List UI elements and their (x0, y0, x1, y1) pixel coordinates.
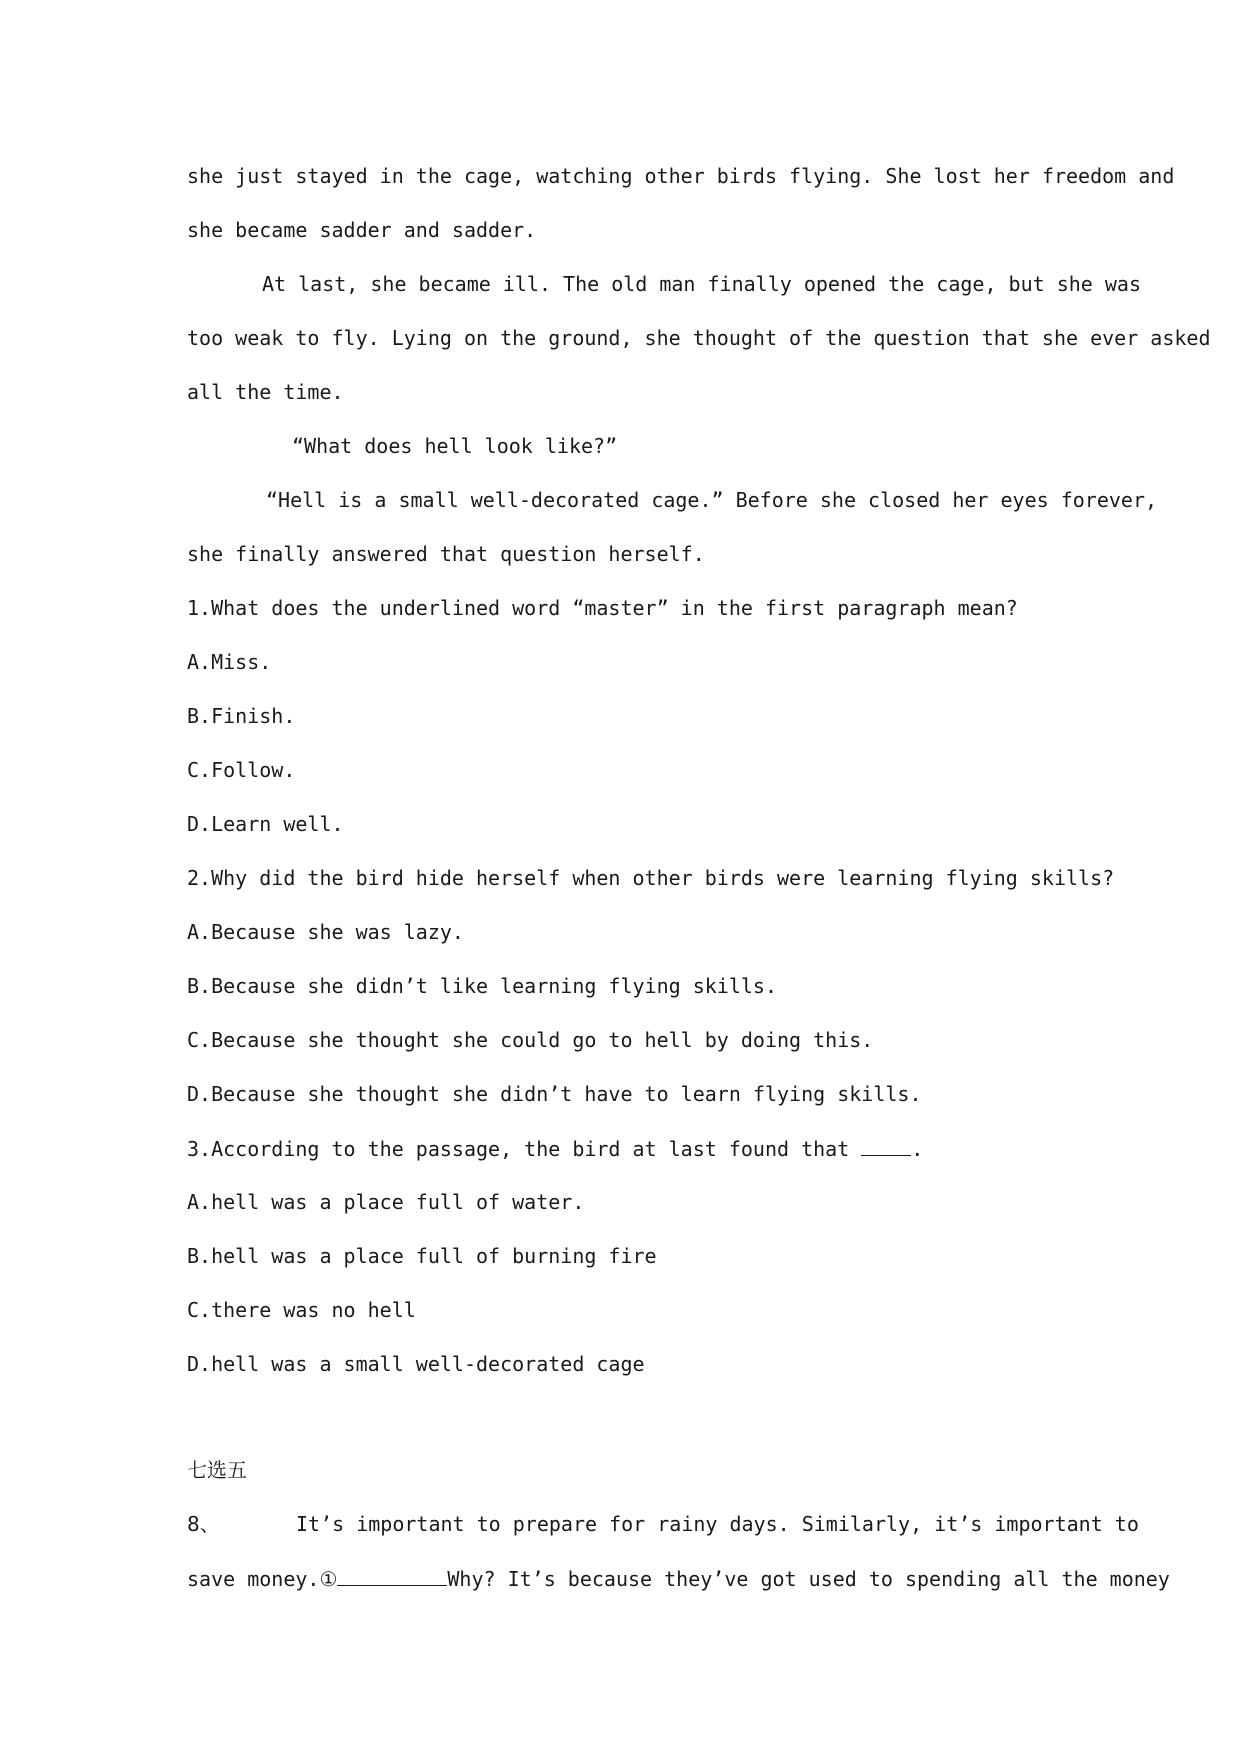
question-1-option-a: A.Miss. (187, 650, 272, 674)
question-3-stem-text: 3.According to the passage, the bird at last found that (187, 1137, 862, 1161)
question-1-stem: 1.What does the underlined word “master” in the first paragraph mean? (187, 596, 1018, 620)
question-3-option-b: B.hell was a place full of burning fire (187, 1244, 657, 1268)
question-8-line: It’s important to prepare for rainy days. Similarly, it’s important to (296, 1512, 1139, 1536)
question-1-option-c: C.Follow. (187, 758, 296, 782)
question-8-text: Why? It’s because they’ve got used to spending all the money (447, 1567, 1170, 1591)
passage-line: she finally answered that question herself. (187, 542, 705, 566)
question-2-option-b: B.Because she didn’t like learning flying skills. (187, 974, 778, 998)
question-3-stem-end: . (911, 1137, 924, 1161)
answer-blank (861, 1135, 911, 1156)
question-2-option-a: A.Because she was lazy. (187, 920, 464, 944)
dialogue-line: “Hell is a small well-decorated cage.” Before she closed her eyes forever, (266, 488, 1158, 512)
passage-line: too weak to fly. Lying on the ground, she thought of the question that she ever asked (187, 326, 1211, 350)
question-2-option-d: D.Because she thought she didn’t have to learn flying skills. (187, 1082, 922, 1106)
passage-line: At last, she became ill. The old man finally opened the cage, but she was (262, 272, 1141, 296)
section-title: 七选五 (187, 1458, 247, 1482)
question-1-option-b: B.Finish. (187, 704, 296, 728)
question-3-option-a: A.hell was a place full of water. (187, 1190, 585, 1214)
question-3-option-d: D.hell was a small well-decorated cage (187, 1352, 645, 1376)
passage-line: she just stayed in the cage, watching other birds flying. She lost her freedom and (187, 164, 1175, 188)
question-3-stem (187, 1135, 923, 1162)
dialogue-line: “What does hell look like?” (292, 434, 618, 458)
question-1-option-d: D.Learn well. (187, 812, 344, 836)
question-2-option-c: C.Because she thought she could go to hell by doing this. (187, 1028, 874, 1052)
passage-line: she became sadder and sadder. (187, 218, 537, 242)
question-2-stem: 2.Why did the bird hide herself when other birds were learning flying skills? (187, 866, 1115, 890)
question-8-number: 8、 (187, 1512, 220, 1536)
question-8-text: save money.① (187, 1567, 338, 1591)
question-3-option-c: C.there was no hell (187, 1298, 416, 1322)
passage-line: all the time. (187, 380, 344, 404)
answer-blank (337, 1565, 447, 1586)
question-8-line (187, 1565, 1170, 1592)
